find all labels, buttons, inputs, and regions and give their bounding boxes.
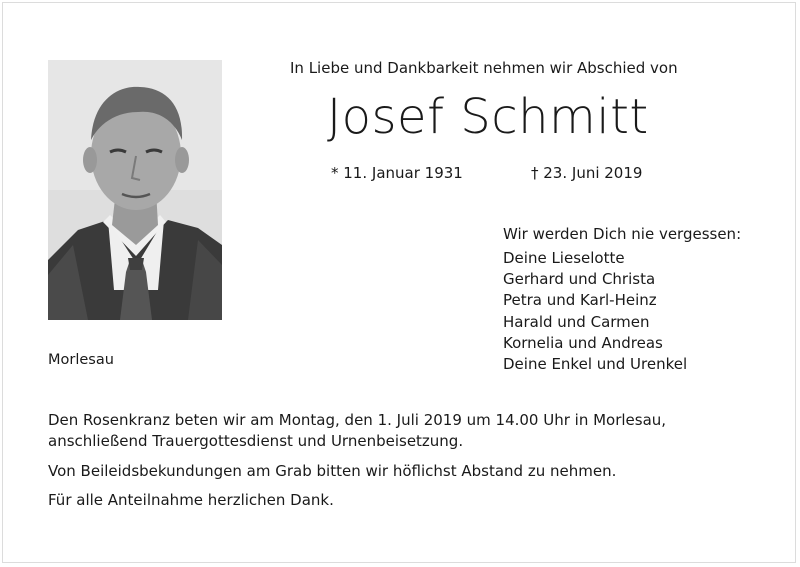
condolence-request: Von Beileidsbekundungen am Grab bitten wir höflichst Abstand zu nehmen.: [48, 462, 617, 480]
thanks-line: Für alle Anteilnahme herzlichen Dank.: [48, 491, 334, 509]
mourner-item: Deine Lieselotte: [503, 249, 625, 267]
mourner-item: Kornelia und Andreas: [503, 333, 663, 352]
rosary-info-line-1: Den Rosenkranz beten wir am Montag, den 1. Juli 2019 um 14.00 Uhr in Morlesau,: [48, 411, 667, 429]
mourner-item: Deine Enkel und Urenkel: [503, 355, 688, 374]
mourners-list: [503, 248, 687, 375]
place-of-residence: Morlesau: [48, 352, 114, 368]
portrait-photo: [48, 60, 222, 320]
deceased-name: Josef Schmitt: [327, 89, 649, 145]
death-date: † 23. Juni 2019: [531, 164, 643, 182]
birth-date: * 11. Januar 1931: [331, 164, 463, 182]
memory-line: Wir werden Dich nie vergessen:: [503, 225, 742, 243]
mourner-item: Gerhard und Christa: [503, 270, 656, 289]
portrait-illustration: [48, 60, 222, 320]
farewell-intro: In Liebe und Dankbarkeit nehmen wir Abschied von: [290, 59, 678, 77]
rosary-info-line-2: anschließend Trauergottesdienst und Urnenbeisetzung.: [48, 432, 464, 450]
mourner-item: Petra und Karl-Heinz: [503, 291, 657, 310]
mourner-item: Harald und Carmen: [503, 312, 650, 331]
